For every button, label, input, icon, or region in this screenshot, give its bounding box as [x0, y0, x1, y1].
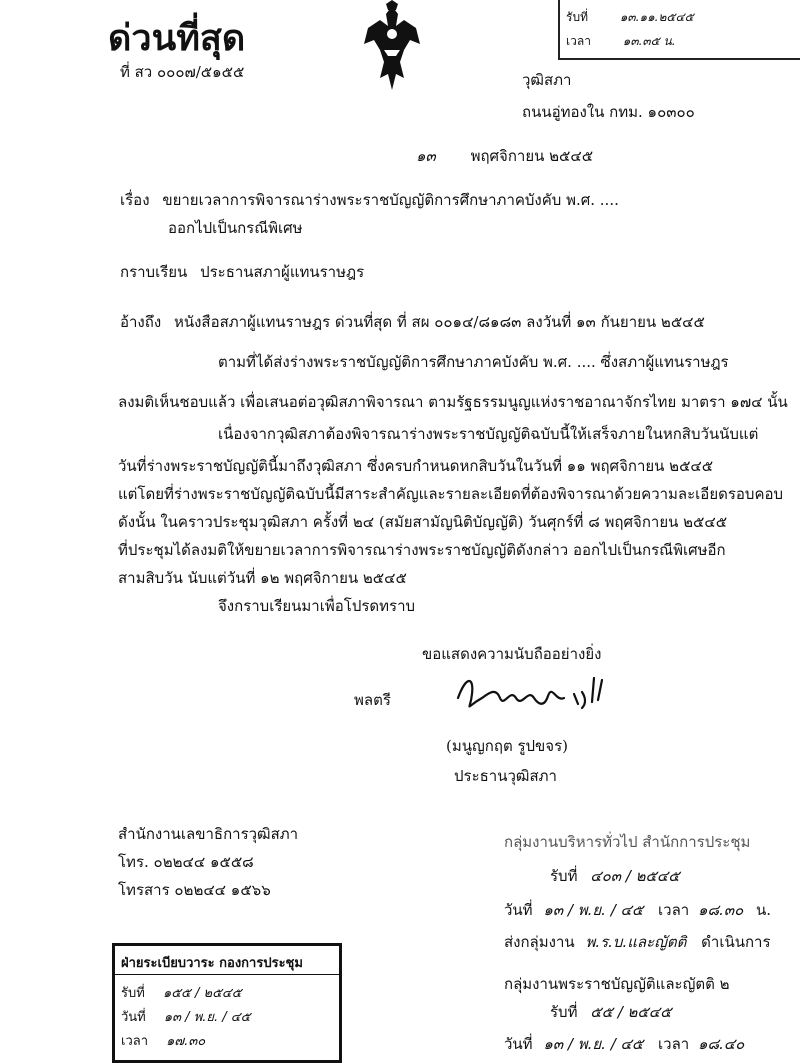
- registry-stamp: [112, 943, 342, 1063]
- receipt-received-label: รับที่: [566, 10, 588, 24]
- group-time-label: เวลา: [658, 901, 690, 919]
- subject-line1: ขยายเวลาการพิจารณาร่างพระราชบัญญัติการศึกษาภาคบังคับ พ.ศ. ....: [162, 191, 619, 209]
- registry-date-label: วันที่: [121, 1010, 146, 1025]
- group2-time-value: ๑๘.๔๐: [697, 1035, 745, 1053]
- contact-phone: โทร. ๐๒๒๔๔ ๑๕๕๘: [118, 853, 254, 871]
- contact-office: สำนักงานเลขาธิการวุฒิสภา: [118, 825, 299, 843]
- paragraph-2-line-1: เนื่องจากวุฒิสภาต้องพิจารณาร่างพระราชบัญญัติฉบับนี้ให้เสร็จภายในหกสิบวันนับแต่: [218, 425, 759, 443]
- registry-stamp-divider: [115, 974, 339, 975]
- paragraph-2-line-5: ที่ประชุมได้ลงมติให้ขยายเวลาการพิจารณาร่างพระราชบัญญัติดังกล่าว ออกไปเป็นกรณีพิเศษอีก: [118, 541, 726, 559]
- signer-title: ประธานวุฒิสภา: [454, 767, 557, 785]
- receipt-time-label: เวลา: [566, 34, 591, 48]
- group2-date-label: วันที่: [504, 1035, 533, 1053]
- date-month-year: พฤศจิกายน ๒๕๔๕: [470, 147, 594, 165]
- paragraph-2-line-4: ดังนั้น ในคราวประชุมวุฒิสภา ครั้งที่ ๒๔ (สมัยสามัญนิติบัญญัติ) วันศุกร์ที่ ๘ พฤศจิกายน ๒๕๔๕: [118, 513, 728, 531]
- sender-address: ถนนอู่ทองใน กทม. ๑๐๓๐๐: [522, 103, 695, 121]
- date-day: ๑๓: [416, 147, 436, 165]
- registry-date-value: ๑๓ / พ.ย. / ๔๕: [163, 1010, 251, 1025]
- registry-time-value: ๑๗.๓๐: [166, 1034, 206, 1049]
- document-number: ที่ สว ๐๐๐๗/๕๑๕๕: [120, 63, 245, 81]
- group-stamp: [500, 826, 800, 1057]
- registry-received-value: ๑๕๕ / ๒๕๔๕: [162, 986, 242, 1001]
- registry-received-label: รับที่: [121, 986, 145, 1001]
- group2-title: กลุ่มงานพระราชบัญญัติและญัตติ ๒: [504, 975, 730, 993]
- receipt-received-value: ๑๓.๑๑.๒๕๔๕: [619, 10, 694, 24]
- group2-received-label: รับที่: [550, 1003, 578, 1021]
- group-stamp-header: กลุ่มงานบริหารทั่วไป สำนักการประชุม: [504, 833, 751, 851]
- paragraph-2-line-6: สามสิบวัน นับแต่วันที่ ๑๒ พฤศจิกายน ๒๕๔๕: [118, 569, 407, 587]
- contact-fax: โทรสาร ๐๒๒๔๔ ๑๕๖๖: [118, 881, 271, 899]
- group-time-unit: น.: [756, 901, 772, 919]
- sender-org: วุฒิสภา: [522, 71, 572, 89]
- group-received-label: รับที่: [550, 867, 578, 885]
- group2-date-value: ๑๓ / พ.ย. / ๔๕: [543, 1035, 644, 1053]
- group-action-label: ดำเนินการ: [701, 933, 771, 951]
- group2-received-value: ๕๕ / ๒๕๔๕: [590, 1003, 672, 1021]
- paragraph-2-line-3: แต่โดยที่ร่างพระราชบัญญัติฉบับนี้มีสาระสำคัญและรายละเอียดที่ต้องพิจารณาด้วยความละเอียดรอบคอบ: [118, 485, 784, 503]
- receipt-time-value: ๑๓.๓๕ น.: [622, 34, 676, 48]
- regards: ขอแสดงความนับถืออย่างยิ่ง: [422, 645, 602, 663]
- group-forward-label: ส่งกลุ่มงาน: [504, 933, 575, 951]
- group2-time-label: เวลา: [658, 1035, 690, 1053]
- signer-rank: พลตรี: [354, 691, 391, 709]
- paragraph-2-line-2: วันที่ร่างพระราชบัญญัตินี้มาถึงวุฒิสภา ซึ่งครบกำหนดหกสิบวันในวันที่ ๑๑ พฤศจิกายน ๒๕๔๕: [118, 457, 714, 475]
- subject-line2: ออกไปเป็นกรณีพิเศษ: [168, 219, 303, 237]
- group-forward-value: พ.ร.บ.และญัตติ: [585, 933, 687, 951]
- group-date-value: ๑๓ / พ.ย. / ๔๕: [543, 901, 644, 919]
- garuda-emblem-icon: [360, 0, 424, 96]
- paragraph-1-line-1: ตามที่ได้ส่งร่างพระราชบัญญัติการศึกษาภาคบังคับ พ.ศ. .... ซึ่งสภาผู้แทนราษฎร: [218, 353, 729, 371]
- registry-stamp-title: ฝ่ายระเบียบวาระ กองการประชุม: [121, 956, 303, 971]
- subject-label: เรื่อง: [120, 191, 150, 209]
- group-time-value: ๑๘.๓๐: [697, 901, 744, 919]
- to-value: ประธานสภาผู้แทนราษฎร: [200, 263, 365, 281]
- group-date-label: วันที่: [504, 901, 533, 919]
- urgency-heading: ด่วนที่สุด: [108, 17, 246, 59]
- paragraph-1-line-2: ลงมติเห็นชอบแล้ว เพื่อเสนอต่อวุฒิสภาพิจารณา ตามรัฐธรรมนูญแห่งราชอาณาจักรไทย มาตรา ๑๗๔ นั้น: [118, 393, 788, 411]
- registry-time-label: เวลา: [121, 1034, 149, 1049]
- ref-label: อ้างถึง: [120, 313, 162, 331]
- receipt-stamp-top: [558, 0, 800, 60]
- signer-name: (มนูญกฤต รูปขจร): [446, 737, 568, 755]
- ref-value: หนังสือสภาผู้แทนราษฎร ด่วนที่สุด ที่ สผ ๐๐๑๔/๘๑๘๓ ลงวันที่ ๑๓ กันยายน ๒๕๔๕: [173, 313, 705, 331]
- to-label: กราบเรียน: [120, 263, 188, 281]
- signature-scribble: [452, 668, 632, 718]
- paragraph-3: จึงกราบเรียนมาเพื่อโปรดทราบ: [218, 597, 416, 615]
- group-received-value: ๔๐๓ / ๒๕๔๕: [590, 867, 680, 885]
